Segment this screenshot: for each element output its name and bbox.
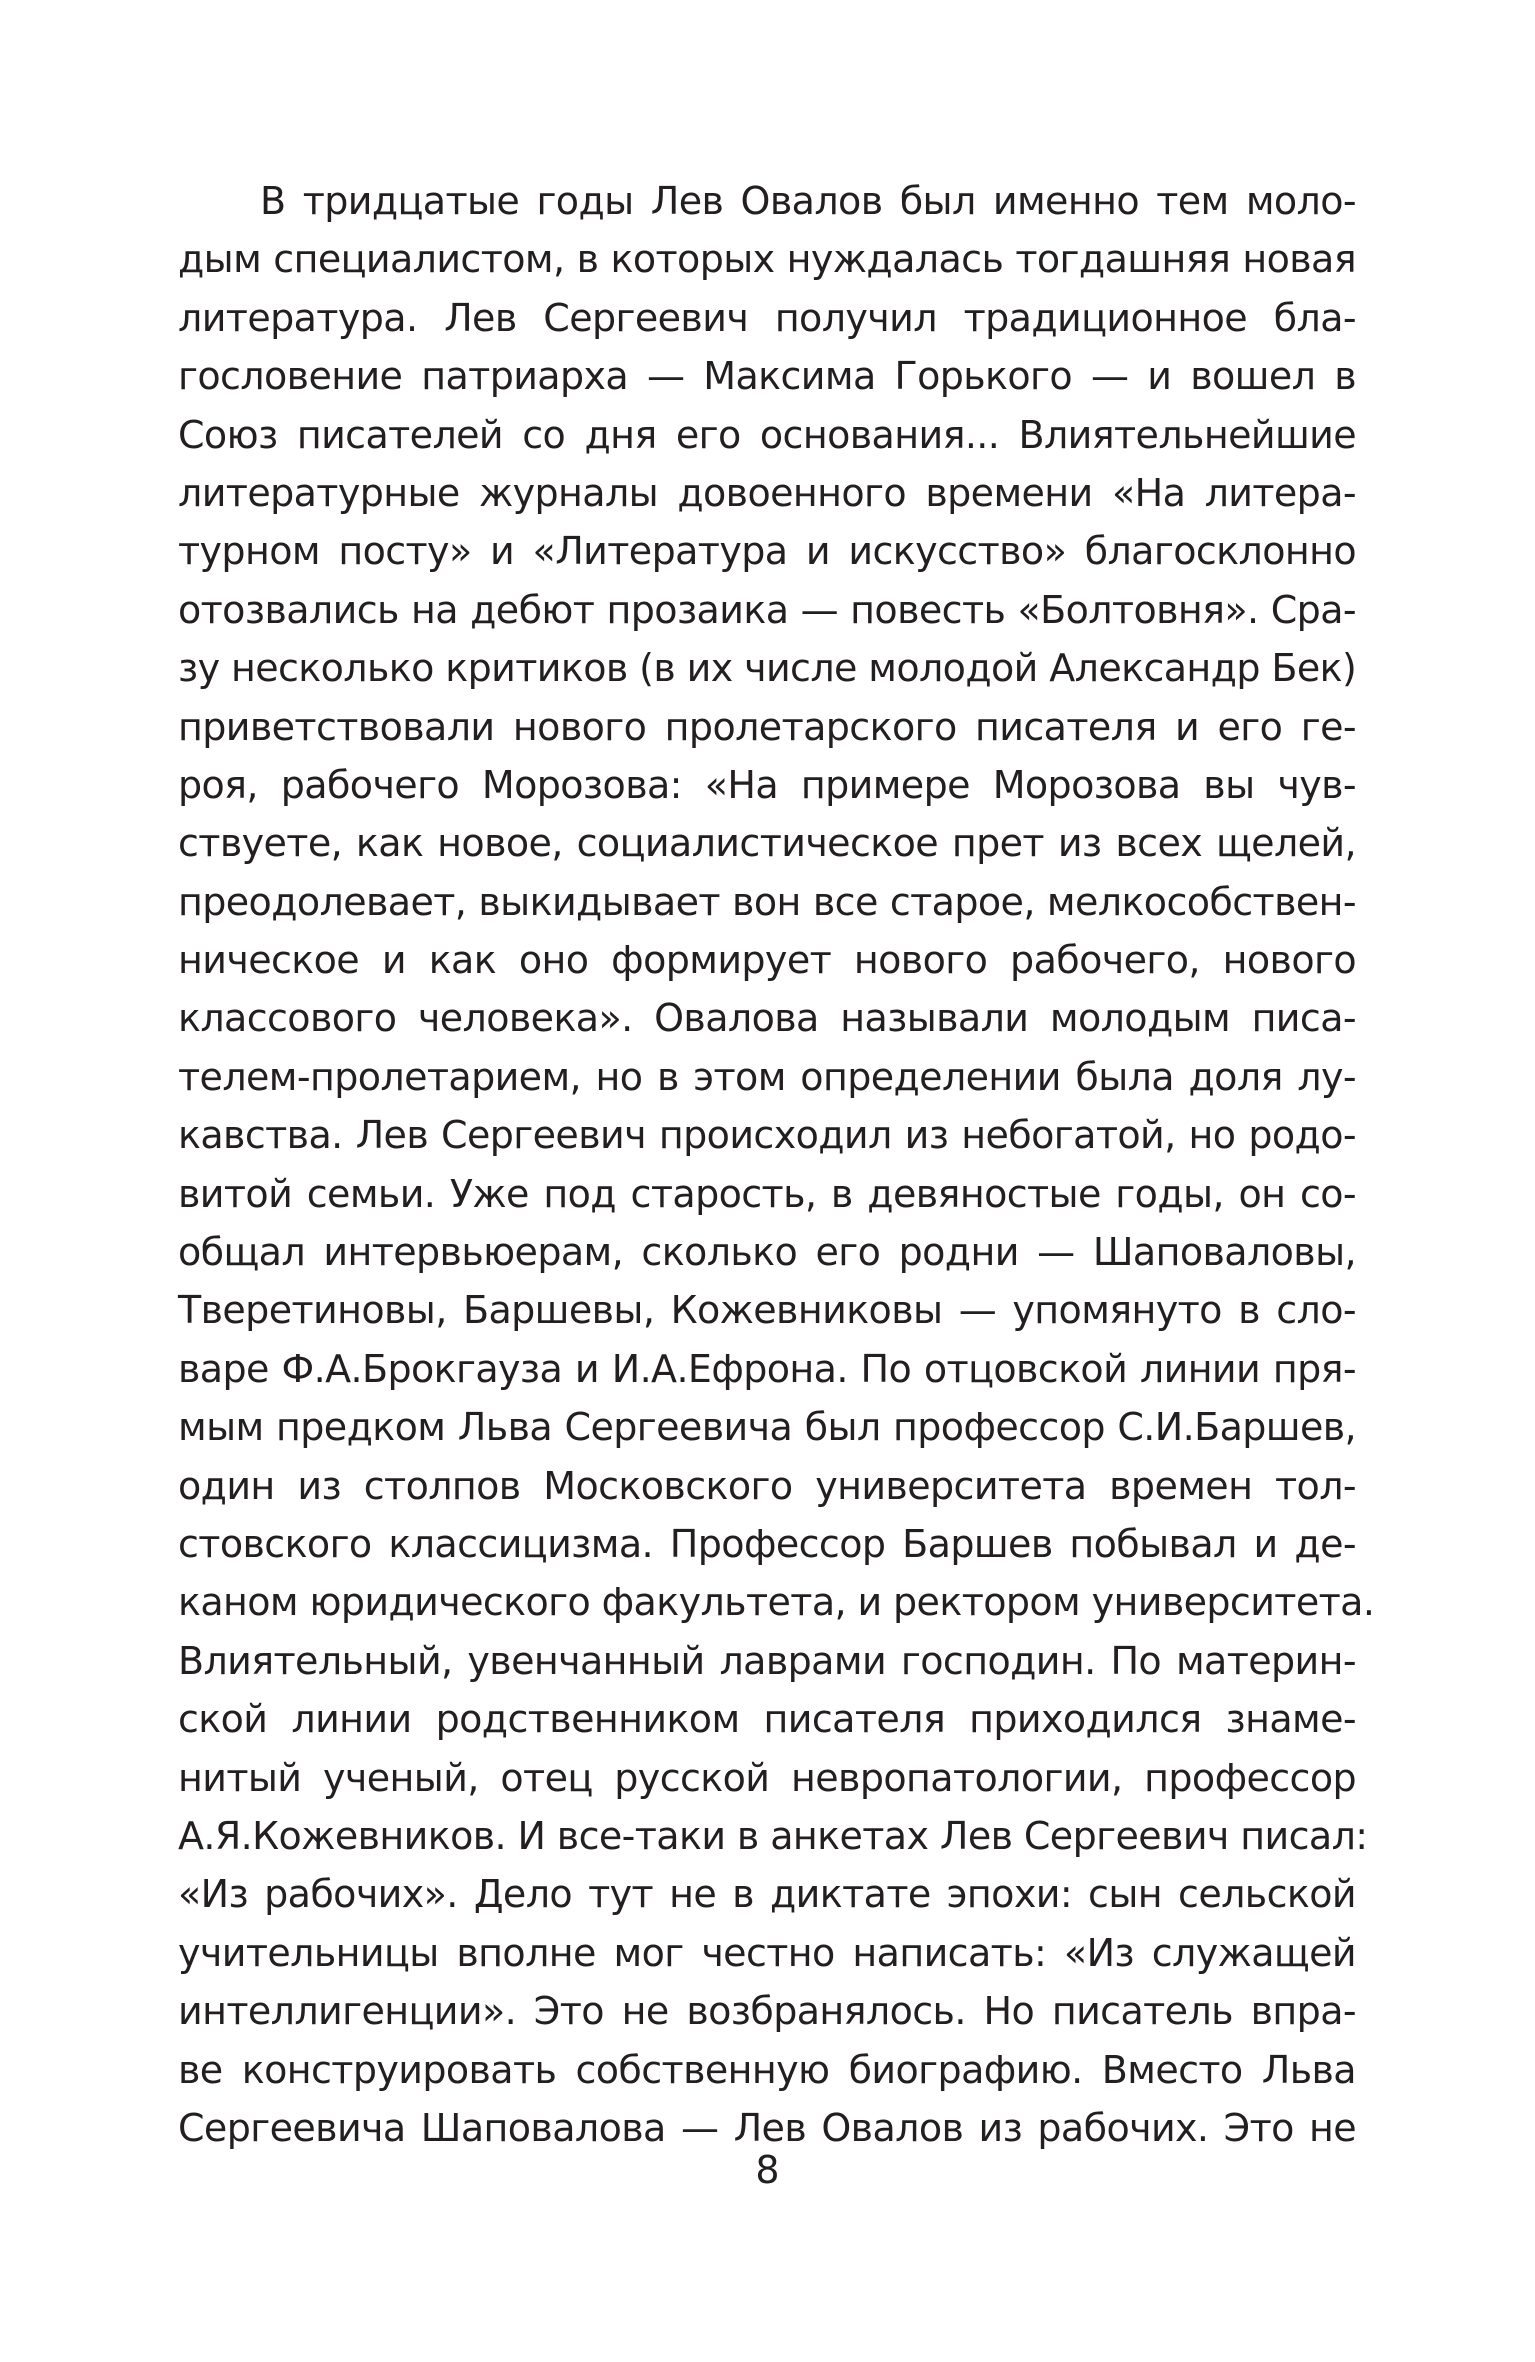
text-line: Влиятельный, увенчанный лаврами господин. По материн- — [178, 1638, 1356, 1683]
text-line: литература. Лев Сергеевич получил традиционное бла- — [178, 295, 1356, 340]
text-line: А.Я.Кожевников. И все-таки в анкетах Лев Сергеевич писал: — [178, 1813, 1368, 1858]
text-line: приветствовали нового пролетарского писателя и его ге- — [178, 704, 1356, 749]
text-line: интеллигенции». Это не возбранялось. Но писатель впра- — [178, 1989, 1356, 2034]
text-line: учительницы вполне мог честно написать: «Из служащей — [178, 1930, 1356, 1975]
text-line: Сергеевича Шаповалова — Лев Овалов из рабочих. Это не — [178, 2105, 1356, 2150]
text-line: классового человека». Овалова называли молодым писа- — [178, 996, 1356, 1041]
text-line: ствуете, как новое, социалистическое прет из всех щелей, — [178, 821, 1356, 866]
text-line: общал интервьюерам, сколько его родни — Шаповаловы, — [178, 1230, 1356, 1275]
body-text — [178, 172, 1375, 2157]
text-line: ве конструировать собственную биографию. Вместо Льва — [178, 2047, 1356, 2092]
text-line: телем-пролетарием, но в этом определении была доля лу- — [178, 1054, 1356, 1099]
text-line: гословение патриарха — Максима Горького — и вошел в — [178, 354, 1356, 399]
text-line: турном посту» и «Литература и искусство» благосклонно — [178, 529, 1356, 574]
text-line: стовского классицизма. Профессор Баршев побывал и де- — [178, 1521, 1356, 1566]
text-line: отозвались на дебют прозаика — повесть «Болтовня». Сра- — [178, 587, 1356, 632]
text-line: кавства. Лев Сергеевич происходил из небогатой, но родо- — [178, 1113, 1356, 1158]
text-line: В тридцатые годы Лев Овалов был именно тем моло- — [260, 179, 1356, 223]
text-line: ническое и как оно формирует нового рабочего, нового — [178, 938, 1356, 983]
text-line: литературные журналы довоенного времени «На литера- — [178, 470, 1356, 515]
text-line: нитый ученый, отец русской невропатологии, профессор — [178, 1755, 1356, 1800]
text-line: Союз писателей со дня его основания... Влиятельнейшие — [178, 412, 1356, 457]
text-line: преодолевает, выкидывает вон все старое, мелкособствен- — [178, 879, 1356, 924]
text-line: Тверетиновы, Баршевы, Кожевниковы — упомянуто в сло- — [178, 1288, 1356, 1333]
text-line: роя, рабочего Морозова: «На примере Морозова вы чув- — [178, 762, 1356, 807]
text-line: витой семьи. Уже под старость, в девяностые годы, он со- — [178, 1171, 1356, 1216]
text-line: каном юридического факультета, и ректором университета. — [178, 1580, 1375, 1625]
text-line: один из столпов Московского университета времен тол- — [178, 1463, 1356, 1508]
text-line: зу несколько критиков (в их числе молодой Александр Бек) — [178, 646, 1357, 691]
text-line: варе Ф.А.Брокгауза и И.А.Ефрона. По отцовской линии пря- — [178, 1346, 1356, 1391]
page-number: 8 — [755, 2148, 780, 2192]
text-line: мым предком Льва Сергеевича был профессор С.И.Баршев, — [178, 1405, 1356, 1450]
text-line: «Из рабочих». Дело тут не в диктате эпохи: сын сельской — [178, 1872, 1356, 1917]
text-line: ской линии родственником писателя приходился знаме- — [178, 1697, 1356, 1742]
text-line: дым специалистом, в которых нуждалась тогдашняя новая — [178, 237, 1356, 282]
